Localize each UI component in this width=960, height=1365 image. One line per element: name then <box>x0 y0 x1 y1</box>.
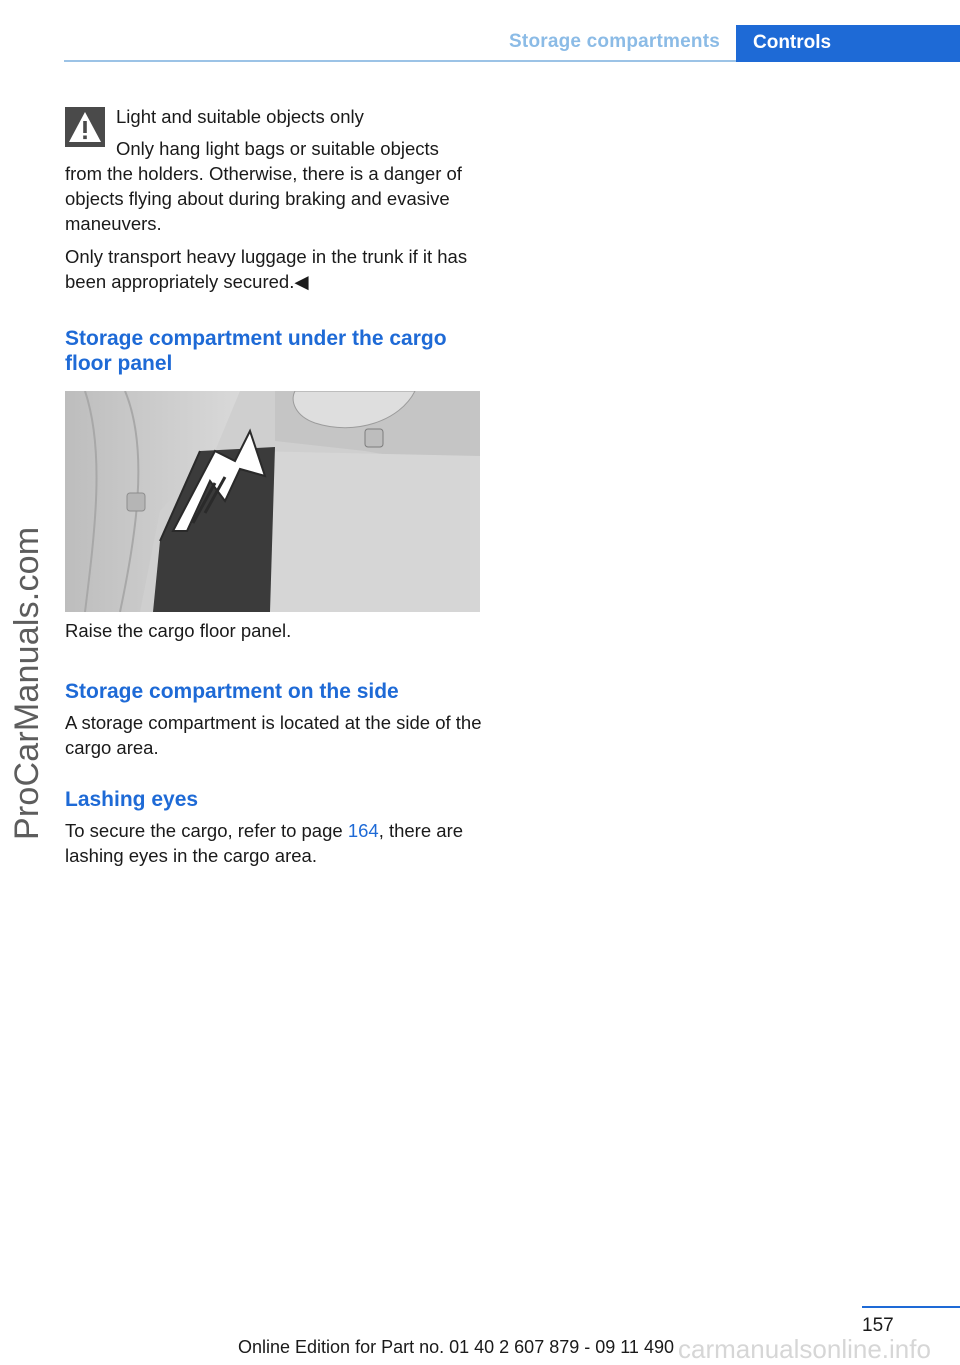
cargo-floor-photo <box>65 391 480 612</box>
warning-body <box>65 136 481 236</box>
page-link-164[interactable]: 164 <box>347 820 379 841</box>
footer-rule <box>862 1306 960 1308</box>
warning-text-2 <box>65 244 481 294</box>
lashing-text-after: , there are lashing eyes in the cargo area. <box>65 820 464 866</box>
warning-text-secured: Only transport heavy luggage in the trunk if it has been appropriately secured.◀ <box>65 246 468 292</box>
heading-lashing-eyes: Lashing eyes <box>65 788 199 811</box>
lashing-eyes-text <box>65 818 485 868</box>
storage-side-paragraph <box>65 710 485 760</box>
page-number: 157 <box>862 1315 894 1336</box>
heading-storage-side: Storage compartment on the side <box>65 680 399 703</box>
caption-raise-floor: Raise the cargo floor panel. <box>65 620 292 641</box>
header-chapter-tab: Controls <box>736 25 960 62</box>
bottom-watermark: carmanualsonline.info <box>678 1334 931 1364</box>
side-watermark: ProCarManuals.com <box>8 526 46 840</box>
warning-text: Only hang light bags or suitable objects from the holders. Otherwise, there is a danger of objects flying about during braking and evasive maneuvers. <box>65 138 462 234</box>
edition-info: Online Edition for Part no. 01 40 2 607 879 - 09 11 490 <box>238 1337 674 1357</box>
heading-storage-under-floor: Storage compartment under the cargo floor panel <box>65 327 447 375</box>
header-section-title: Storage compartments <box>509 31 720 52</box>
lashing-text-before: To secure the cargo, refer to page <box>65 820 348 841</box>
storage-side-text: A storage compartment is located at the side of the cargo area. <box>65 712 482 758</box>
lashing-eyes-paragraph <box>65 818 485 868</box>
warning-title: Light and suitable objects only <box>116 106 364 127</box>
